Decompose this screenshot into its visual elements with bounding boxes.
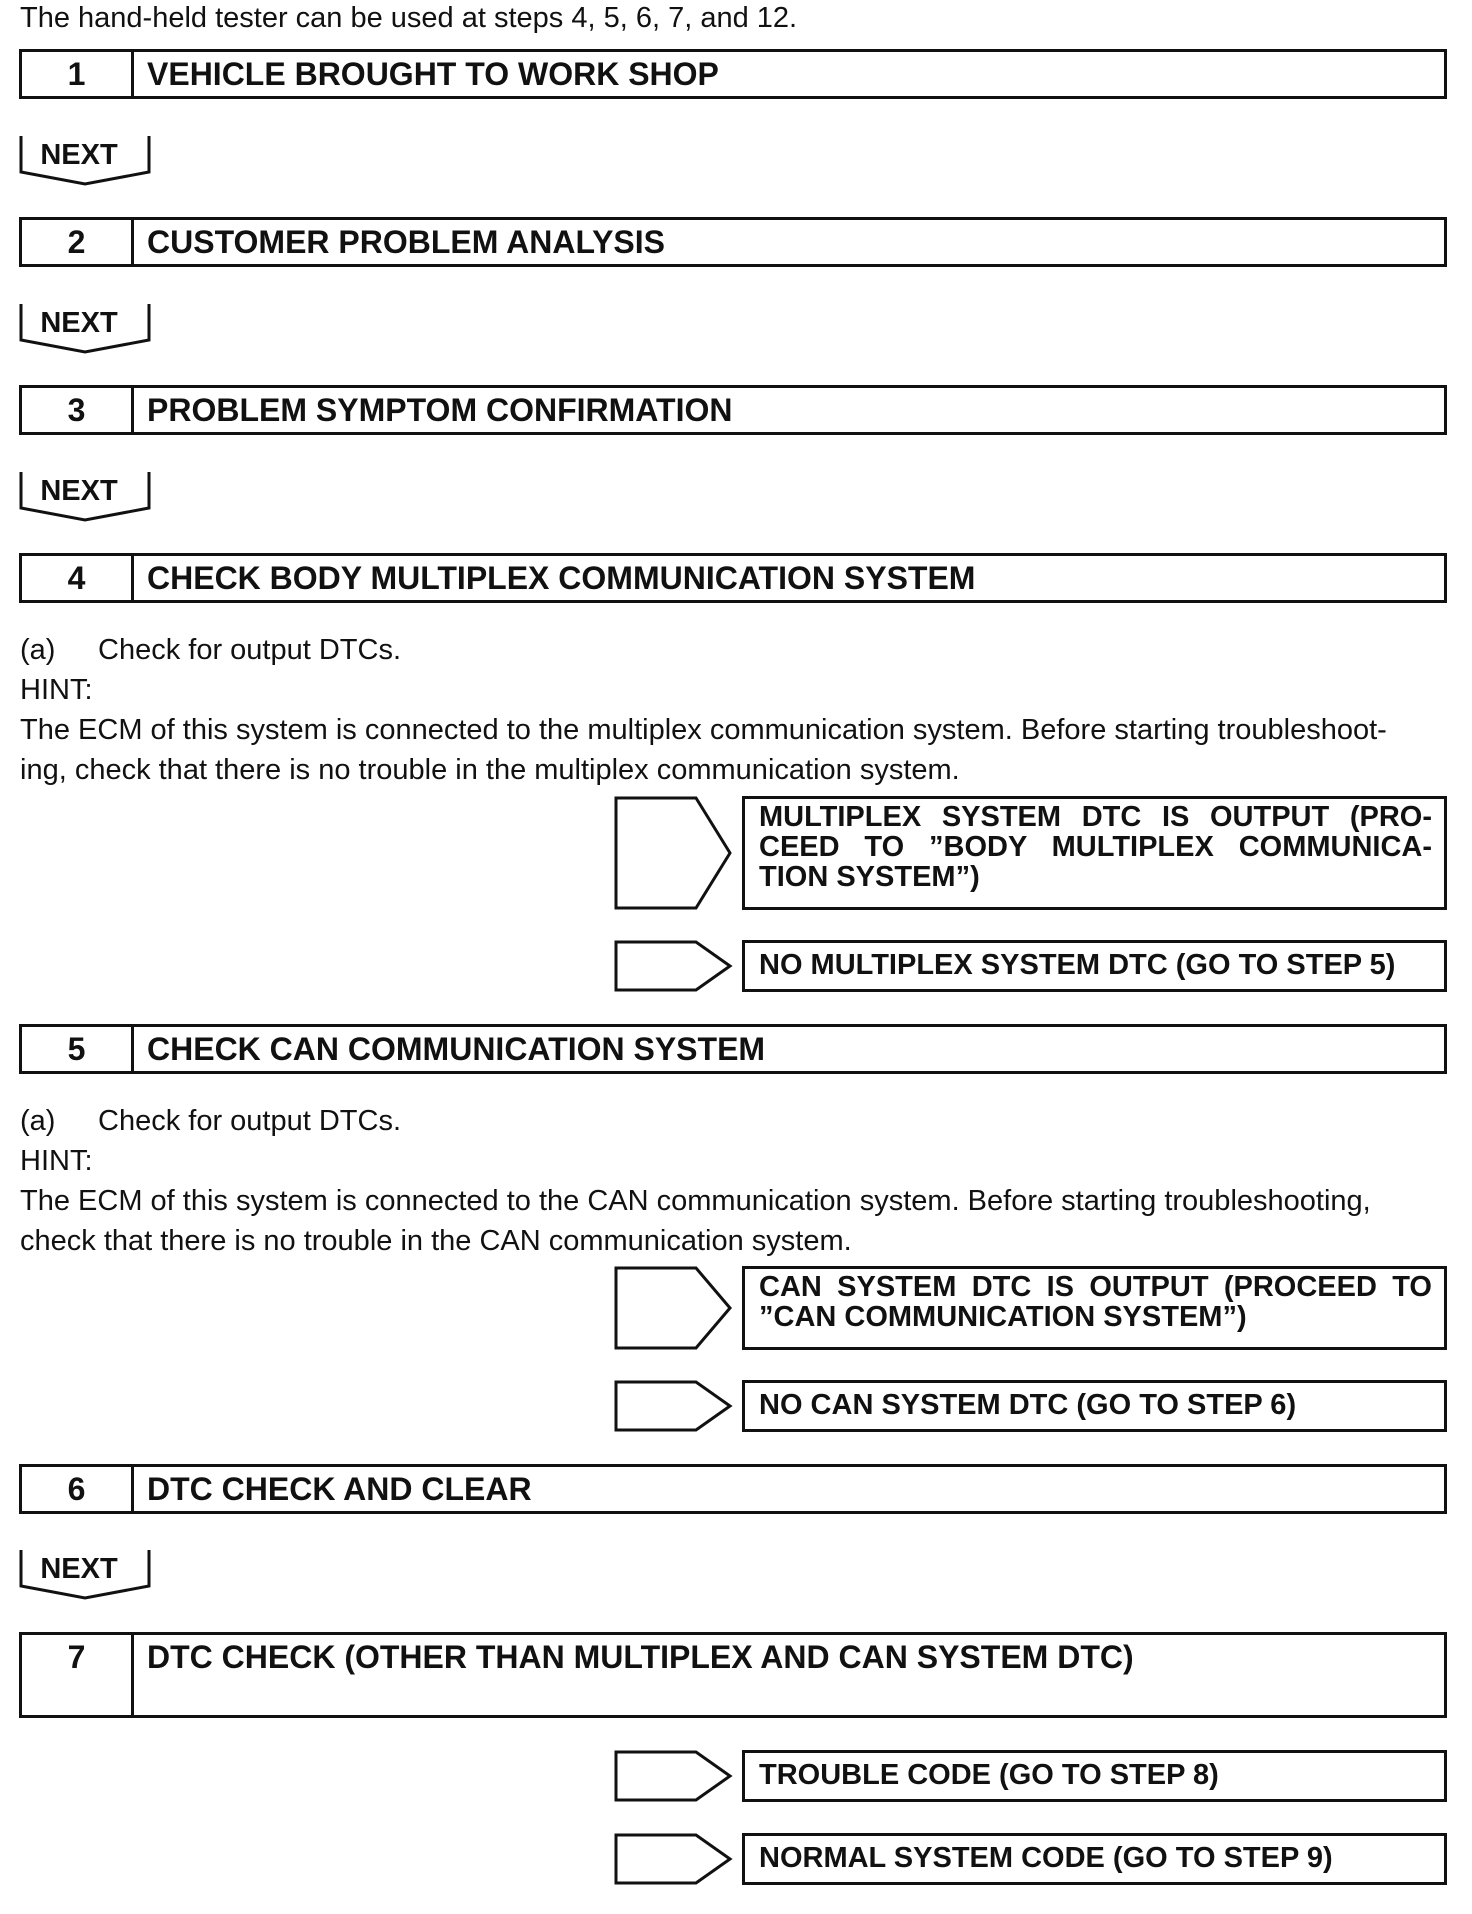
step-title: CHECK CAN COMMUNICATION SYSTEM xyxy=(147,1031,766,1067)
result-box: MULTIPLEX SYSTEM DTC IS OUTPUT (PRO- CEED TO ”BODY MULTIPLEX COMMUNICA- TION SYSTEM”) xyxy=(742,796,1447,910)
step-4-instructions xyxy=(20,630,1387,790)
hint-text-line: The ECM of this system is connected to the CAN communication system. Before starting troubleshooting, xyxy=(20,1185,1371,1217)
result-arrow-icon xyxy=(614,940,734,992)
step-5-instructions xyxy=(20,1101,1371,1261)
hint-text-line: ing, check that there is no trouble in the multiplex communication system. xyxy=(20,754,960,786)
step-title: DTC CHECK (OTHER THAN MULTIPLEX AND CAN SYSTEM DTC) xyxy=(147,1639,1134,1675)
step-number: 4 xyxy=(22,556,134,600)
substep-text: Check for output DTCs. xyxy=(98,634,401,666)
substep-text: Check for output DTCs. xyxy=(98,1105,401,1137)
next-label: NEXT xyxy=(40,1553,118,1585)
next-button[interactable] xyxy=(19,134,153,186)
intro-text: The hand-held tester can be used at steps 4, 5, 6, 7, and 12. xyxy=(20,2,798,34)
step-number: 3 xyxy=(22,388,134,432)
result-box: NO CAN SYSTEM DTC (GO TO STEP 6) xyxy=(742,1380,1447,1432)
step-title: CUSTOMER PROBLEM ANALYSIS xyxy=(147,224,665,260)
hint-text-line: check that there is no trouble in the CAN communication system. xyxy=(20,1225,852,1257)
hint-text-line: The ECM of this system is connected to the multiplex communication system. Before starting troubleshoot- xyxy=(20,714,1387,746)
step-5-header xyxy=(19,1024,1447,1074)
step-3-header xyxy=(19,385,1447,435)
step-number: 1 xyxy=(22,52,134,96)
step-title: PROBLEM SYMPTOM CONFIRMATION xyxy=(147,392,733,428)
substep-label: (a) xyxy=(20,634,56,666)
next-button[interactable] xyxy=(19,1548,153,1600)
step-title: CHECK BODY MULTIPLEX COMMUNICATION SYSTEM xyxy=(147,560,976,596)
step-2-header xyxy=(19,217,1447,267)
next-button[interactable] xyxy=(19,470,153,522)
result-arrow-icon xyxy=(614,796,734,910)
result-box: NO MULTIPLEX SYSTEM DTC (GO TO STEP 5) xyxy=(742,940,1447,992)
result-box: NORMAL SYSTEM CODE (GO TO STEP 9) xyxy=(742,1833,1447,1885)
result-box: TROUBLE CODE (GO TO STEP 8) xyxy=(742,1750,1447,1802)
result-box: CAN SYSTEM DTC IS OUTPUT (PROCEED TO ”CAN COMMUNICATION SYSTEM”) xyxy=(742,1266,1447,1350)
step-number: 7 xyxy=(22,1635,134,1715)
substep-line xyxy=(20,630,1387,670)
result-arrow-icon xyxy=(614,1266,734,1350)
result-arrow-icon xyxy=(614,1750,734,1802)
step-number: 6 xyxy=(22,1467,134,1511)
hint-label: HINT: xyxy=(20,674,93,706)
substep-label: (a) xyxy=(20,1105,56,1137)
next-label: NEXT xyxy=(40,139,118,171)
result-arrow-icon xyxy=(614,1380,734,1432)
step-6-header xyxy=(19,1464,1447,1514)
step-title: DTC CHECK AND CLEAR xyxy=(147,1471,532,1507)
step-title: VEHICLE BROUGHT TO WORK SHOP xyxy=(147,56,719,92)
next-label: NEXT xyxy=(40,475,118,507)
step-number: 2 xyxy=(22,220,134,264)
result-arrow-icon xyxy=(614,1833,734,1885)
step-number: 5 xyxy=(22,1027,134,1071)
next-label: NEXT xyxy=(40,307,118,339)
hint-label: HINT: xyxy=(20,1145,93,1177)
next-button[interactable] xyxy=(19,302,153,354)
substep-line xyxy=(20,1101,1371,1141)
step-1-header xyxy=(19,49,1447,99)
step-7-header xyxy=(19,1632,1447,1718)
step-4-header xyxy=(19,553,1447,603)
